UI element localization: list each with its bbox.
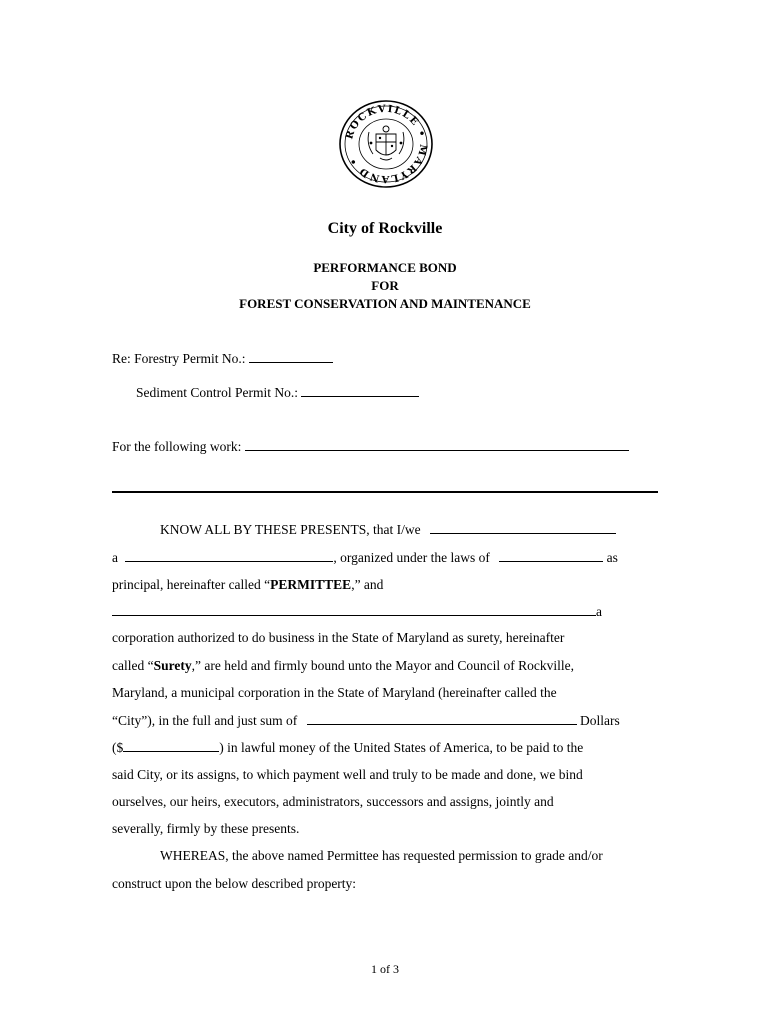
principal-entity-blank[interactable]: [125, 549, 333, 562]
sediment-permit-blank[interactable]: [301, 384, 419, 397]
body-text: a: [112, 550, 118, 565]
body-text: ,” are held and firmly bound unto the Mayor and Council of Rockville,: [191, 658, 575, 673]
surety-name-blank[interactable]: [112, 603, 596, 616]
svg-text:ROCKVILLE • MARYLAND •: ROCKVILLE • MARYLAND •: [344, 103, 429, 185]
body-line-11: ourselves, our heirs, executors, administrators, successors and assigns, jointly and: [112, 794, 554, 809]
body-text: “City”), in the full and just sum of: [112, 713, 298, 728]
body-text: ) in lawful money of the United States of America, to be paid to the: [219, 740, 584, 755]
forestry-permit-blank[interactable]: [249, 350, 333, 363]
permittee-term: PERMITTEE: [270, 577, 352, 592]
body-text: Dollars: [579, 713, 620, 728]
body-line-13: WHEREAS, the above named Permittee has requested permission to grade and/or: [160, 848, 603, 863]
body-text: called “: [112, 658, 154, 673]
sediment-permit-label: Sediment Control Permit No.:: [136, 385, 298, 400]
document-title-line-1: PERFORMANCE BOND: [313, 260, 457, 275]
section-divider: [112, 491, 658, 493]
body-text: KNOW ALL BY THESE PRESENTS, that I/we: [160, 522, 421, 537]
page-number: 1 of 3: [371, 962, 399, 976]
body-line-2: [112, 549, 618, 566]
body-line-4: [112, 603, 602, 620]
sum-words-blank[interactable]: [307, 712, 577, 725]
body-text: ($: [112, 740, 124, 755]
body-text: as: [606, 550, 618, 565]
document-title-line-2: FOR: [371, 278, 399, 293]
body-line-10: said City, or its assigns, to which payment well and truly to be made and done, we bind: [112, 767, 583, 782]
document-title-line-3: FOREST CONSERVATION AND MAINTENANCE: [239, 296, 531, 311]
body-line-7: Maryland, a municipal corporation in the State of Maryland (hereinafter called the: [112, 685, 557, 700]
body-text: ,” and: [351, 577, 384, 592]
forestry-permit-row: [112, 350, 333, 367]
document-title: [0, 259, 770, 313]
state-laws-blank[interactable]: [499, 549, 603, 562]
surety-term: Surety: [153, 658, 192, 673]
following-work-row: [112, 438, 629, 455]
body-line-1: [160, 521, 616, 538]
sum-amount-blank[interactable]: [123, 739, 219, 752]
city-name-heading: City of Rockville: [327, 220, 443, 237]
body-text: , organized under the laws of: [333, 550, 490, 565]
principal-name-blank[interactable]: [430, 521, 616, 534]
body-line-9: [112, 739, 583, 756]
forestry-permit-label: Re: Forestry Permit No.:: [112, 351, 246, 366]
body-text: a: [596, 604, 602, 619]
city-seal-logo: [336, 98, 436, 190]
sediment-permit-row: [136, 384, 419, 401]
body-text: principal, hereinafter called “: [112, 577, 271, 592]
following-work-label: For the following work:: [112, 439, 242, 454]
body-line-12: severally, firmly by these presents.: [112, 821, 300, 836]
body-line-6: [112, 658, 574, 674]
body-line-8: [112, 712, 620, 729]
following-work-blank[interactable]: [245, 438, 629, 451]
body-line-3: [112, 577, 383, 593]
body-line-5: corporation authorized to do business in the State of Maryland as surety, hereinafter: [112, 630, 565, 645]
body-line-14: construct upon the below described property:: [112, 876, 357, 891]
